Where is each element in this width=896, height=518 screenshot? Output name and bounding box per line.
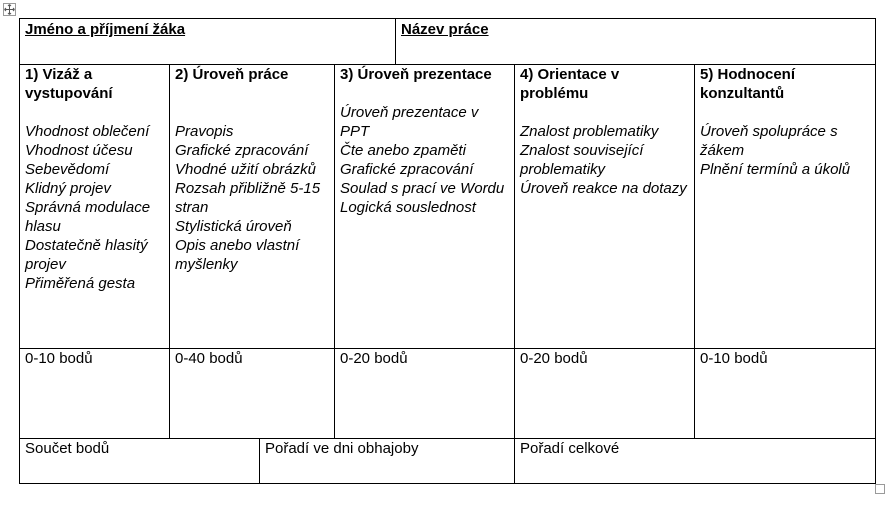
points-range: 0-20 bodů — [340, 350, 408, 367]
criterion-item: Pravopis — [175, 123, 234, 140]
student-name-cell[interactable] — [20, 20, 395, 39]
table-move-handle-icon[interactable] — [3, 3, 16, 16]
work-title-cell[interactable] — [396, 20, 875, 39]
table-resize-handle-icon[interactable] — [875, 484, 885, 494]
criterion-item: Úroveň spolupráce s žákem — [700, 123, 838, 159]
points-cell[interactable] — [170, 349, 334, 368]
criteria-cell-orientation[interactable] — [515, 65, 694, 198]
column-title: 3) Úroveň prezentace — [340, 66, 492, 83]
criterion-item: Znalost související problematiky — [520, 142, 644, 178]
criterion-item: Úroveň prezentace v PPT — [340, 104, 479, 140]
overall-rank-label: Pořadí celkové — [520, 440, 620, 457]
criterion-item: Dostatečně hlasitý projev — [25, 237, 148, 273]
student-name-label: Jméno a příjmení žáka — [25, 21, 186, 38]
criterion-item: Rozsah přibližně 5-15 stran — [175, 180, 321, 216]
criterion-item: Opis anebo vlastní myšlenky — [175, 237, 300, 273]
criterion-item: Grafické zpracování — [340, 161, 474, 178]
points-cell[interactable] — [695, 349, 875, 368]
points-range: 0-40 bodů — [175, 350, 243, 367]
criteria-cell-work-quality[interactable] — [170, 65, 334, 274]
criterion-item: Přiměřená gesta — [25, 275, 136, 292]
criterion-item: Úroveň reakce na dotazy — [520, 180, 687, 197]
criterion-item: Soulad s prací ve Wordu — [340, 180, 505, 197]
criterion-item: Klidný projev — [25, 180, 111, 197]
criterion-item: Vhodnost účesu — [25, 142, 133, 159]
defense-day-rank-cell[interactable] — [260, 439, 514, 458]
criterion-item: Vhodné užití obrázků — [175, 161, 316, 178]
points-range: 0-20 bodů — [520, 350, 588, 367]
column-title: 2) Úroveň práce — [175, 66, 289, 83]
points-range: 0-10 bodů — [25, 350, 93, 367]
criterion-item: Logická souslednost — [340, 199, 476, 216]
points-cell[interactable] — [335, 349, 514, 368]
overall-rank-cell[interactable] — [515, 439, 875, 458]
criteria-cell-appearance[interactable] — [20, 65, 169, 293]
criterion-item: Sebevědomí — [25, 161, 110, 178]
criterion-item: Správná modulace hlasu — [25, 199, 151, 235]
criterion-item: Vhodnost oblečení — [25, 123, 150, 140]
defense-day-rank-label: Pořadí ve dni obhajoby — [265, 440, 419, 457]
criterion-item: Znalost problematiky — [520, 123, 659, 140]
criterion-item: Grafické zpracování — [175, 142, 309, 159]
points-range: 0-10 bodů — [700, 350, 768, 367]
criteria-cell-consultants[interactable] — [695, 65, 875, 179]
points-cell[interactable] — [20, 349, 169, 368]
work-title-label: Název práce — [401, 21, 489, 38]
criteria-cell-presentation[interactable] — [335, 65, 514, 217]
sum-cell[interactable] — [20, 439, 259, 458]
points-cell[interactable] — [515, 349, 694, 368]
sum-label: Součet bodů — [25, 440, 110, 457]
criterion-item: Čte anebo zpaměti — [340, 142, 466, 159]
column-title: 1) Vizáž a vystupování — [25, 66, 113, 102]
criterion-item: Stylistická úroveň — [175, 218, 292, 235]
column-title: 5) Hodnocení konzultantů — [700, 66, 796, 102]
criterion-item: Plnění termínů a úkolů — [700, 161, 851, 178]
column-title: 4) Orientace v problému — [520, 66, 620, 102]
